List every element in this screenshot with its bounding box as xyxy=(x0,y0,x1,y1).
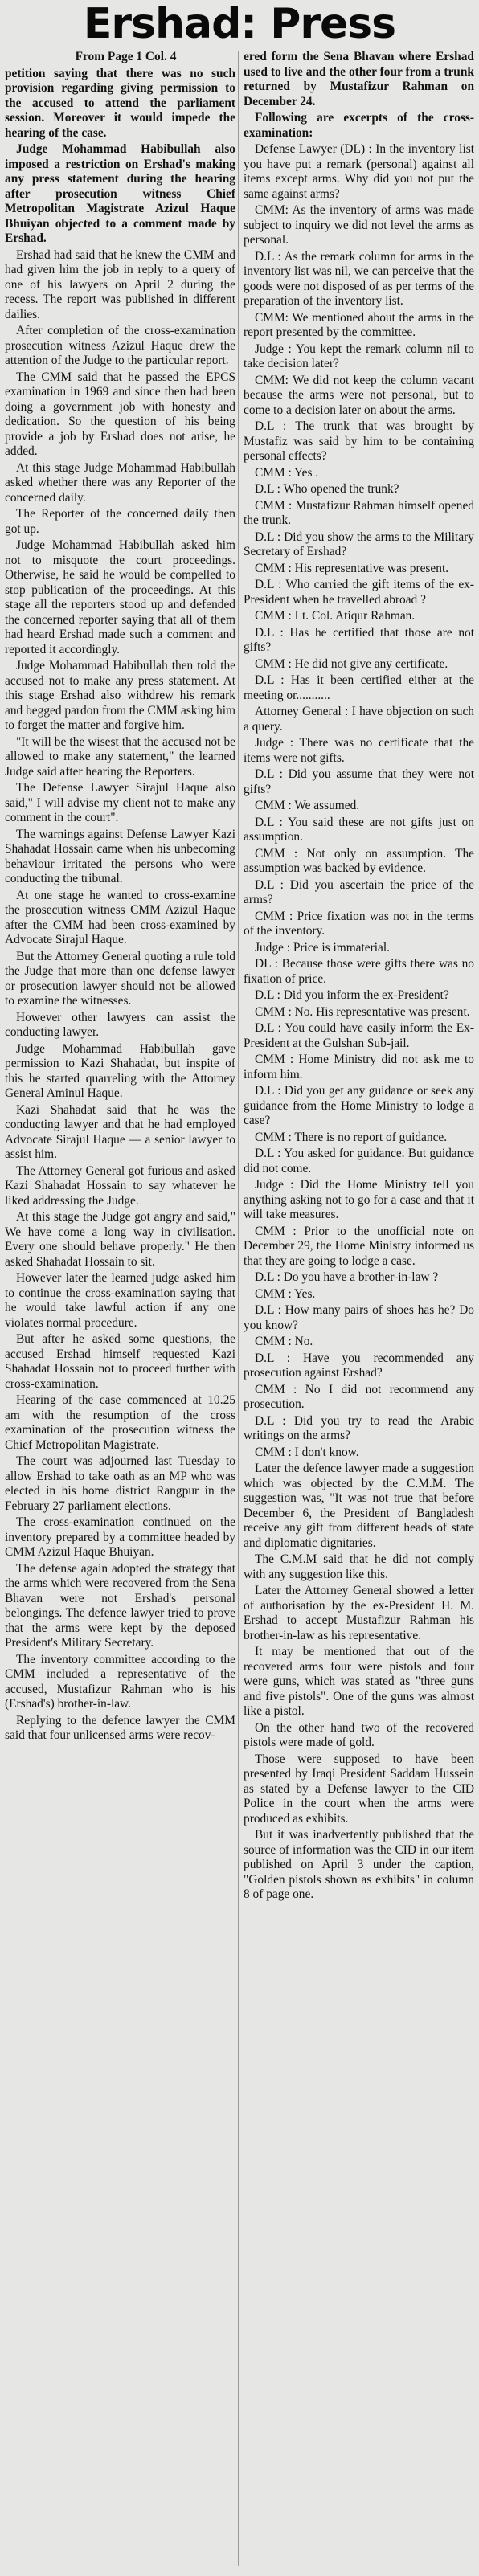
article-paragraph: D.L : Have you recommended any prosecution against Ershad? xyxy=(244,1351,474,1380)
article-paragraph: At this stage the Judge got angry and said," We have come a long way in civilisation. Every one should behave properly." He then asked Shahadat Hossain to sit. xyxy=(5,1210,235,1269)
article-column-2 xyxy=(244,50,474,2573)
article-paragraph: CMM : Price fixation was not in the terms of the inventory. xyxy=(244,909,474,938)
headline: Ershad: Press xyxy=(83,0,396,48)
article-paragraph: Ershad had said that he knew the CMM and had given him the job in reply to a query of one of his lawyers on April 2 during the recess. The report was published in different dailies. xyxy=(5,247,235,321)
article-paragraph: CMM : We assumed. xyxy=(255,799,360,812)
article-paragraph: CMM : I don't know. xyxy=(255,1445,359,1459)
article-paragraph: CMM : No. xyxy=(255,1335,313,1348)
article-paragraph: At this stage Judge Mohammad Habibullah asked whether there was any Reporter of the concerned daily. xyxy=(5,460,235,505)
article-paragraph: The court was adjourned last Tuesday to allow Ershad to take oath as an MP who was elected in his home district Rangpur in the February 27 parliament elections. xyxy=(5,1454,235,1513)
article-paragraph: Judge : You kept the remark column nil to take decision later? xyxy=(244,341,474,370)
article-paragraph: CMM: We did not keep the column vacant because the arms were not personal, but to come to a decision later on about the arms. xyxy=(244,373,474,417)
article-paragraph: D.L : Do you have a brother-in-law ? xyxy=(255,1270,439,1284)
article-paragraph: ered form the Sena Bhavan where Ershad used to live and the other four from a trunk returned by Mustafizur Rahman on December 24. xyxy=(244,50,474,108)
article-paragraph: D.L : Who carried the gift items of the ex-President when he travelled abroad ? xyxy=(244,578,474,607)
article-paragraph: CMM: As the inventory of arms was made subject to inquiry we did not level the arms as personal. xyxy=(244,203,474,247)
article-paragraph: Defense Lawyer (DL) : In the inventory list you have put a remark (personal) against all items except arms. Why did you not put the same against arms? xyxy=(244,142,474,201)
article-paragraph: D.L : Did you get any guidance or seek any guidance from the Home Ministry to lodge a case? xyxy=(244,1084,474,1127)
article-paragraph: Later the Attorney General showed a letter of authorisation by the ex-President H. M. Ershad to accept Mustafizur Rahman his brother-in-law as his representative. xyxy=(244,1584,474,1642)
article-paragraph: CMM : Prior to the unofficial note on December 29, the Home Ministry informed us that they are going to lodge a case. xyxy=(244,1224,474,1268)
article-paragraph: D.L : Has he certified that those are not gifts? xyxy=(244,625,474,654)
article-paragraph: The Reporter of the concerned daily then got up. xyxy=(5,507,235,536)
article-paragraph: D.L : You could have easily inform the Ex-President at the Gulshan Sub-jail. xyxy=(244,1021,474,1050)
article-paragraph: D.L : How many pairs of shoes has he? Do you know? xyxy=(244,1303,474,1332)
article-paragraph: D.L : The trunk that was brought by Mustafiz was said by him to be containing personal effects? xyxy=(244,419,474,463)
article-paragraph: CMM : Not only on assumption. The assumption was backed by evidence. xyxy=(244,846,474,875)
article-paragraph: The CMM said that he passed the EPCS examination in 1969 and since then had been doing a government job with honesty and dedication. So the question of his being provide a job by Ershad does not arise, he added. xyxy=(5,370,235,458)
article-paragraph: Following are excerpts of the cross-examination: xyxy=(244,111,474,140)
article-paragraph: The Attorney General got furious and asked Kazi Shahadat Hossain to say whatever he liked addressing the Judge. xyxy=(5,1163,235,1208)
article-paragraph: CMM : No. His representative was present. xyxy=(255,1004,470,1019)
article-paragraph: The C.M.M said that he did not comply with any suggestion like this. xyxy=(244,1552,474,1581)
article-paragraph: Those were supposed to have been presented by Iraqi President Saddam Hussein as stated by a Defense lawyer to the CID Police in the court when the arms were produced as exhibits. xyxy=(244,1752,474,1826)
article-paragraph: D.L : You asked for guidance. But guidance did not come. xyxy=(244,1147,474,1176)
article-paragraph: CMM: We mentioned about the arms in the report presented by the committee. xyxy=(244,310,474,339)
article-paragraph: After completion of the cross-examination prosecution witness Azizul Haque drew the attention of the Judge to the particular report. xyxy=(5,324,235,367)
article-paragraph: "It will be the wisest that the accused not be allowed to make any statement," the learned Judge said after hearing the Reporters. xyxy=(5,734,235,779)
article-paragraph: D.L : Did you show the arms to the Military Secretary of Ershad? xyxy=(244,530,474,558)
column-rule xyxy=(238,51,239,2566)
article-paragraph: D.L : Has it been certified either at the meeting or........... xyxy=(244,673,474,702)
article-paragraph: D.L : As the remark column for arms in the inventory list was nil, we can perceive that the goods were not disposed of as per terms of the preparation of the inventory list. xyxy=(244,249,474,308)
article-paragraph: The warnings against Defense Lawyer Kazi Shahadat Hossain came when his unbecoming behaviour irritated the persons who were conducting the tribunal. xyxy=(5,827,235,885)
article-paragraph: The Defense Lawyer Sirajul Haque also said," I will advise my client not to make any comment in the court". xyxy=(5,781,235,824)
article-paragraph: On the other hand two of the recovered pistols were made of gold. xyxy=(244,1720,474,1749)
article-paragraph: CMM : His representative was present. xyxy=(255,561,449,575)
article-paragraph: However other lawyers can assist the conducting lawyer. xyxy=(5,1010,235,1039)
article-paragraph: Attorney General : I have objection on such a query. xyxy=(244,705,474,734)
article-paragraph: Judge Mohammad Habibullah asked him not to misquote the court proceedings. Otherwise, he said he would be compelled to stop publication of the proceedings. At this stage all the reporters stood up and defended the concerned reporter saying that all of them had heard Ershad made such a comment and reported it accordingly. xyxy=(5,538,235,656)
article-paragraph: CMM : No I did not recommend any prosecution. xyxy=(244,1382,474,1411)
article-paragraph: Judge Mohammad Habibullah also imposed a restriction on Ershad's making any press statement during the hearing after prosecution witness Chief Metropolitan Magistrate Azizul Haque Bhuiyan objected to a comment made by Ershad. xyxy=(5,142,235,245)
article-paragraph: Judge : Did the Home Ministry tell you anything asking not to go for a case and that it will take measures. xyxy=(244,1178,474,1221)
dateline: From Page 1 Col. 4 xyxy=(75,50,177,63)
article-paragraph: D.L : Who opened the trunk? xyxy=(255,482,399,496)
article-paragraph: Judge : Price is immaterial. xyxy=(255,940,390,955)
article-paragraph: Judge Mohammad Habibullah then told the accused not to make any press statement. At this stage Ershad also withdrew his remark and begged pardon from the CMM asking him to forget the matter and forgive him. xyxy=(5,659,235,732)
article-paragraph: The cross-examination continued on the inventory prepared by a committee headed by CMM Azizul Haque Bhuiyan. xyxy=(5,1515,235,1559)
article-paragraph: Replying to the defence lawyer the CMM said that four unlicensed arms were recov- xyxy=(5,1713,235,1742)
article-paragraph: At one stage he wanted to cross-examine the prosecution witness CMM Azizul Haque after the CMM had been cross-examined by Advocate Sirajul Haque. xyxy=(5,888,235,947)
article-paragraph: D.L : Did you ascertain the price of the arms? xyxy=(244,877,474,906)
article-paragraph: CMM : Mustafizur Rahman himself opened the trunk. xyxy=(244,498,474,527)
article-paragraph: CMM : Yes . xyxy=(255,465,319,480)
article-paragraph: Kazi Shahadat said that he was the conducting lawyer and that he had employed Advocate Sirajul Haque — a senior lawyer to assist him. xyxy=(5,1102,235,1161)
article-paragraph: The inventory committee according to the CMM included a representative of the accused, Mustafizur Rahman who is his (Ershad's) brother-in-law. xyxy=(5,1652,235,1711)
article-body xyxy=(5,50,474,2573)
article-paragraph: CMM : There is no report of guidance. xyxy=(255,1130,448,1144)
article-paragraph: Later the defence lawyer made a suggestion which was objected by the C.M.M. The suggestion was, "It was not true that before December 6, the President of Bangladesh receive any gift from different heads of state and diplomatic dignitaries. xyxy=(244,1462,474,1550)
article-paragraph: CMM : Lt. Col. Atiqur Rahman. xyxy=(255,609,416,623)
article-paragraph: D.L : You said these are not gifts just on assumption. xyxy=(244,815,474,844)
article-paragraph: The defense again adopted the strategy that the arms which were recovered from the Sena Bhavan were not Ershad's personal belongings. The defence lawyer tried to prove that the arms were kept by the deposed President's Military Secretary. xyxy=(5,1561,235,1650)
article-paragraph: But the Attorney General quoting a rule told the Judge that more than one defense lawyer or prosecution lawyer should not be allowed to examine the witnesses. xyxy=(5,949,235,1008)
article-paragraph: D.L : Did you inform the ex-President? xyxy=(255,988,449,1002)
article-paragraph: CMM : Yes. xyxy=(255,1286,316,1301)
article-paragraph: CMM : Home Ministry did not ask me to inform him. xyxy=(244,1053,474,1082)
article-column-1 xyxy=(5,50,235,2573)
article-paragraph: However later the learned judge asked him to continue the cross-examination saying that he would take lawful action if any one violates normal procedure. xyxy=(5,1271,235,1330)
article-paragraph: But it was inadvertently published that the source of information was the CID in our item published on April 3 under the caption, "Golden pistols shown as exhibits" in column 8 of page one. xyxy=(244,1828,474,1901)
article-paragraph: Judge : There was no certificate that the items were not gifts. xyxy=(244,736,474,765)
article-paragraph: But after he asked some questions, the accused Ershad himself requested Kazi Shahadat Hossain not to proceed further with cross-examination. xyxy=(5,1332,235,1391)
article-paragraph: DL : Because those were gifts there was no fixation of price. xyxy=(244,957,474,986)
article-paragraph: D.L : Did you assume that they were not gifts? xyxy=(244,767,474,796)
article-paragraph: It may be mentioned that out of the recovered arms four were pistols and four were guns, which was stated as "three guns and five pistols". One of the guns was almost like a pistol. xyxy=(244,1645,474,1718)
article-paragraph: petition saying that there was no such provision regarding giving permission to the accused to attend the parliament session. Moreover it would impede the hearing of the case. xyxy=(5,66,235,140)
article-paragraph: D.L : Did you try to read the Arabic writings on the arms? xyxy=(244,1413,474,1442)
article-paragraph: Judge Mohammad Habibullah gave permission to Kazi Shahadat, but inspite of this he started quarreling with the Attorney General Aminul Haque. xyxy=(5,1041,235,1100)
article-paragraph: Hearing of the case commenced at 10.25 am with the resumption of the cross examination of the prosecution witness the Chief Metropolitan Magistrate. xyxy=(5,1393,235,1452)
article-paragraph: CMM : He did not give any certificate. xyxy=(255,656,448,671)
